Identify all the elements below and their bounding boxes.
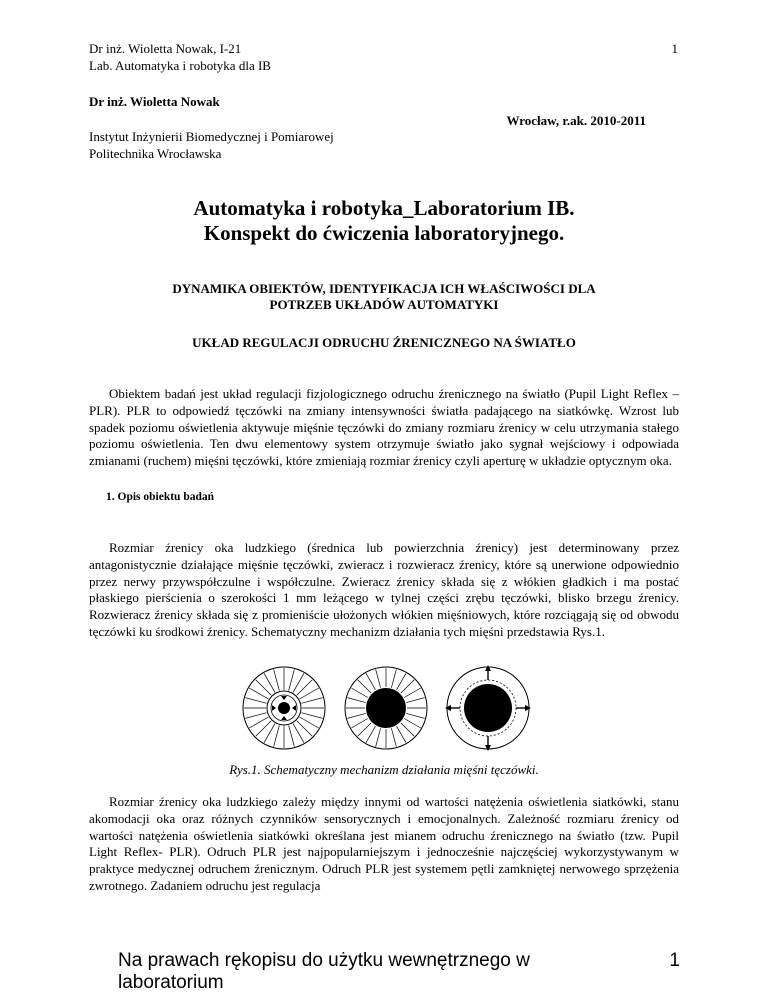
intro-paragraph: Obiektem badań jest układ regulacji fizjologicznego odruchu źrenicznego na światło (Pupil Light Reflex – PLR). PLR to odpowiedź tęczówki na zmiany intensywności światła padającego na siatkówkę. Wzrost lub spadek poziomu oświetlenia aktywuje mięśnie tęczówki do zmiany rozmiaru źrenicy w celu utrzymania stałego poziomu oświetlenia. Ten dwu elementowy system otrzymuje światło jako sygnał wejściowy i odpowiada zmianami (ruchem) mięśni tęczówki, które zmieniają rozmiar źrenicy czyli aperturę w układzie optycznym oka. (89, 386, 679, 469)
header-line-2: Lab. Automatyka i robotyka dla IB (89, 58, 271, 73)
eye-diagram-dilated (445, 665, 531, 751)
paragraph-3: Rozmiar źrenicy oka ludzkiego zależy między innymi od wartości natężenia oświetlenia siatkówki, stanu akomodacji oka oraz różnych czynników sensorycznych i emocjonalnych. Zależność rozmiaru źrenicy od wartości natężenia oświetlenia siatkówki określana jest mianem odruchu źrenicznego na światło (tzw. Pupil Light Reflex- PLR). Odruch PLR jest najpopularniejszym i jednocześnie najczęściej wykorzystywanym w praktyce medycznej odruchem źrenicznym. Odruch PLR jest systemem pętli zamkniętej nerwowego sprzężenia zwrotnego. Zadaniem odruchu jest regulacja (89, 794, 679, 893)
eye-diagram-normal (345, 667, 427, 749)
document-title-line-2: Konspekt do ćwiczenia laboratoryjnego. (203, 221, 565, 245)
header-line-1: Dr inż. Wioletta Nowak, I-21 (89, 41, 242, 56)
footer-text: Na prawach rękopisu do użytku wewnętrznego w laboratorium (118, 950, 530, 993)
footer-page-number: 1 (669, 950, 680, 971)
iris-mechanism-figure (236, 662, 536, 754)
institute-line-2: Politechnika Wrocławska (89, 146, 222, 161)
place-date: Wrocław, r.ak. 2010-2011 (506, 113, 646, 128)
author-name: Dr inż. Wioletta Nowak (89, 94, 220, 109)
document-title-line-1: Automatyka i robotyka_Laboratorium IB. (193, 196, 575, 220)
section-1-paragraph: Rozmiar źrenicy oka ludzkiego (średnica lub powierzchnia źrenicy) jest determinowany przez antagonistycznie działające mięśnie tęczówki, zwieracz i rozwieracz źrenicy, które są unerwione odpowiednio przez nerwy przywspółczulne i współczulne. Zwieracz źrenicy składa się z włókien gładkich i ma postać płaskiego pierścienia o szerokości 1 mm leżącego w tylnej części zrębu tęczówki, blisko brzegu źrenicy. Rozwieracz źrenicy składa się z promieniście ułożonych włókien mięśniowych, które rozciągają się od obwodu tęczówki ku środkowi źrenicy. Schematyczny mechanizm działania tych mięśni przedstawia Rys.1. (89, 540, 679, 639)
subtitle-line-2: POTRZEB UKŁADÓW AUTOMATYKI (269, 297, 499, 312)
figure-caption: Rys.1. Schematyczny mechanizm działania mięśni tęczówki. (229, 762, 539, 777)
subtitle-line-1: DYNAMIKA OBIEKTÓW, IDENTYFIKACJA ICH WŁAŚCIWOŚCI DLA (172, 281, 596, 296)
subheading: UKŁAD REGULACJI ODRUCHU ŹRENICZNEGO NA ŚWIATŁO (192, 335, 576, 350)
institute-line-1: Instytut Inżynierii Biomedycznej i Pomiarowej (89, 129, 334, 144)
header-page-number: 1 (671, 41, 678, 56)
eye-diagram-constricted (243, 667, 325, 749)
section-1-title: 1. Opis obiektu badań (106, 491, 215, 503)
